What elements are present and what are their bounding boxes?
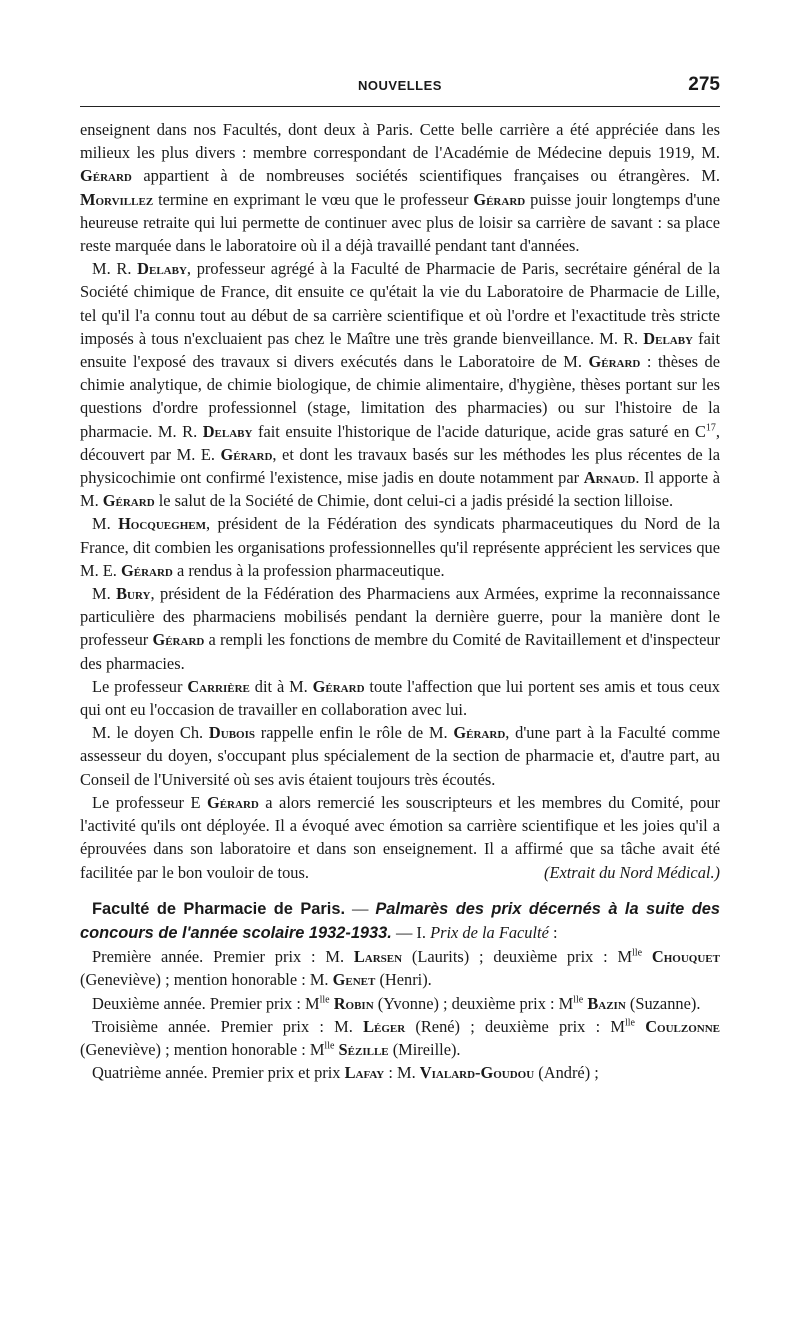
- text-run: : thèses de chimie analytique, de chimie biologique, de chimie alimentaire, d'hygiène, thèses portant sur les questions d'ordre professionnel (stage, limitation des pharmacies) ou sur l'histoire de la pharmacie. M. R.: [80, 352, 720, 441]
- text-run: , et dont les travaux basés sur les méthodes les plus récentes de la physicochimie ont confirmé l'existence, mise jadis en doute notamment par: [80, 444, 721, 488]
- superscript: lle: [324, 1040, 335, 1052]
- text-run: a alors remercié les souscripteurs et les membres du Comité, pour l'activité qu'ils ont déployée. Il a évoqué avec émotion sa carrière scientifique et les joies qu'il a éprouvées dans son laboratoire et dans son enseignement. Il a affirmé que sa tâche avait été facilitée par le bon vouloir de tous.: [80, 792, 720, 882]
- person-name: Arnaud: [583, 468, 636, 488]
- paragraph: [80, 1015, 720, 1061]
- text-run: :: [548, 922, 558, 942]
- text-run: M.: [92, 584, 117, 604]
- text-run: fait ensuite l'historique de l'acide daturique, acide gras saturé en C: [252, 421, 706, 441]
- article-body: [80, 118, 720, 1084]
- person-name: Gérard: [473, 189, 526, 209]
- text-run: dit à M.: [249, 676, 313, 696]
- text-run: M. le doyen Ch.: [92, 723, 209, 743]
- text-run: . Il apporte à M.: [80, 468, 720, 511]
- text-run: toute l'affection que lui portent ses amis et tous ceux qui ont eu l'occasion de travailler en collaboration avec lui.: [80, 676, 721, 720]
- person-name: Gérard: [453, 723, 506, 743]
- text-run: (Henri).: [375, 970, 432, 990]
- text-run: (Suzanne).: [625, 993, 701, 1013]
- text-run: M.: [92, 514, 119, 534]
- text-run: (Geneviève) ; mention honorable : M.: [80, 970, 333, 990]
- paragraph: [80, 897, 720, 945]
- person-name: Léger: [363, 1016, 406, 1036]
- text-run: , président de la Fédération des syndicats pharmaceutiques du Nord de la France, dit combien les organisations professionnelles qu'il représente apprécient les services que M. E.: [80, 514, 720, 580]
- person-name: Coulzonne: [645, 1016, 720, 1036]
- text-run: puisse jouir longtemps d'une heureuse retraite qui lui permette de continuer avec plus de loisir sa carrière de savant : sa place reste marquée dans le laboratoire où il a déjà travaillé pendant tant d'années.: [80, 189, 720, 256]
- superscript: lle: [573, 994, 584, 1006]
- text-run: (Yvonne) ; deuxième prix : M: [373, 993, 574, 1013]
- person-name: Dubois: [208, 723, 255, 743]
- italic-text: Prix de la Faculté: [430, 922, 549, 942]
- section-heading: Faculté de Pharmacie de Paris.: [92, 899, 345, 918]
- paragraph: [80, 582, 720, 675]
- paragraph: [80, 512, 720, 582]
- person-name: Lafay: [344, 1063, 385, 1083]
- paragraph: [80, 721, 720, 791]
- text-run: Première année. Premier prix : M.: [92, 947, 354, 967]
- paragraph: [80, 675, 720, 721]
- text-run: : M.: [384, 1063, 420, 1083]
- text-run: le salut de la Société de Chimie, dont celui-ci a jadis présidé la section lilloise.: [154, 491, 674, 511]
- text-run: , professeur agrégé à la Faculté de Pharmacie de Paris, secrétaire général de la Société chimique de France, dit ensuite ce qu'était la vie du Laboratoire de Pharmacie de Lille, tel qu'il l'a connu tout au début de sa carrière scientifique et où l'ordre et l'exactitude très stricte imposés à tous n'excluaient pas chez le Maître une très grande bienveillance. M. R.: [80, 259, 720, 348]
- superscript: lle: [319, 994, 330, 1006]
- text-run: appartient à de nombreuses sociétés scientifiques françaises ou étrangères. M.: [131, 166, 720, 186]
- superscript: lle: [632, 947, 643, 959]
- text-run: (René) ; deuxième prix : M: [405, 1016, 625, 1036]
- person-name: Morvillez: [80, 189, 154, 209]
- page-number: 275: [688, 74, 720, 95]
- text-run: rappelle enfin le rôle de M.: [255, 723, 454, 743]
- text-run: Quatrième année. Premier prix et prix: [92, 1063, 345, 1083]
- text-run: termine en exprimant le vœu que le professeur: [153, 189, 474, 209]
- text-run: Deuxième année. Premier prix : M: [92, 993, 320, 1013]
- text-run: (André) ;: [534, 1063, 599, 1083]
- text-run: , découvert par M. E.: [80, 421, 720, 464]
- text-run: [635, 1017, 645, 1036]
- person-name: Delaby: [137, 259, 187, 279]
- text-run: Le professeur E: [92, 792, 207, 812]
- person-name: Gérard: [152, 630, 205, 650]
- person-name: Gérard: [120, 560, 173, 580]
- person-name: Sézille: [338, 1039, 389, 1059]
- person-name: Vialard-Goudou: [419, 1063, 535, 1083]
- paragraph: [80, 945, 720, 991]
- text-run: Le professeur: [92, 676, 188, 696]
- paragraph: [80, 118, 720, 257]
- person-name: Chouquet: [651, 947, 720, 967]
- superscript: lle: [624, 1017, 635, 1029]
- section-subtitle: Palmarès des prix décernés à la suite des concours de l'année scolaire 1932-1933.: [80, 899, 720, 942]
- person-name: Gérard: [206, 792, 259, 812]
- text-run: (Laurits) ; deuxième prix : M: [402, 947, 633, 967]
- section-gap: [80, 884, 720, 897]
- person-name: Gérard: [102, 491, 155, 511]
- source-citation: (Extrait du Nord Médical.): [543, 862, 720, 882]
- text-run: enseignent dans nos Facultés, dont deux à Paris. Cette belle carrière a été appréciée dans les milieux les plus divers : membre correspondant de l'Académie de Médecine depuis 1919, M.: [80, 120, 720, 163]
- paragraph: [80, 791, 720, 884]
- text-run: fait ensuite l'exposé des travaux si divers exécutés dans le Laboratoire de M.: [80, 328, 720, 372]
- text-run: M. R.: [92, 259, 138, 279]
- person-name: Carrière: [187, 676, 250, 696]
- person-name: Gérard: [588, 352, 641, 372]
- header-rule: [80, 106, 720, 107]
- text-run: (Geneviève) ; mention honorable : M: [80, 1039, 325, 1059]
- text-run: (Mireille).: [388, 1039, 461, 1059]
- text-run: a rendus à la profession pharmaceutique.: [172, 560, 445, 580]
- text-run: , président de la Fédération des Pharmaciens aux Armées, exprime la reconnaissance particulière des pharmaciens mobilisés pendant la dernière guerre, pour la manière dont le professeur: [80, 584, 720, 650]
- person-name: Gérard: [312, 676, 365, 696]
- person-name: Gérard: [80, 166, 132, 186]
- person-name: Genet: [332, 970, 376, 990]
- person-name: Robin: [333, 993, 374, 1013]
- paragraph: [80, 1061, 720, 1084]
- text-run: , d'une part à la Faculté comme assesseur du doyen, s'occupant plus spécialement de la section de pharmacie et, d'autre part, au Conseil de l'Université où ses avis étaient toujours très écoutés.: [80, 723, 720, 789]
- running-title: NOUVELLES: [358, 78, 442, 93]
- text-run: —: [345, 898, 376, 918]
- text-run: Troisième année. Premier prix : M.: [92, 1016, 364, 1036]
- paragraph: [80, 257, 720, 512]
- person-name: Bazin: [587, 993, 626, 1013]
- person-name: Delaby: [202, 421, 253, 441]
- person-name: Delaby: [643, 328, 694, 348]
- person-name: Bury: [116, 584, 151, 604]
- page-header: [80, 72, 720, 102]
- text-run: [642, 947, 652, 966]
- paragraph: [80, 992, 720, 1015]
- person-name: Hocquegheм: [118, 514, 206, 534]
- text-run: — I.: [391, 922, 431, 942]
- text-run: a rempli les fonctions de membre du Comité de Ravitaillement et d'inspecteur des pharmacies.: [80, 630, 721, 673]
- superscript: 17: [705, 422, 716, 434]
- person-name: Gérard: [220, 444, 273, 464]
- person-name: Larsen: [353, 947, 403, 967]
